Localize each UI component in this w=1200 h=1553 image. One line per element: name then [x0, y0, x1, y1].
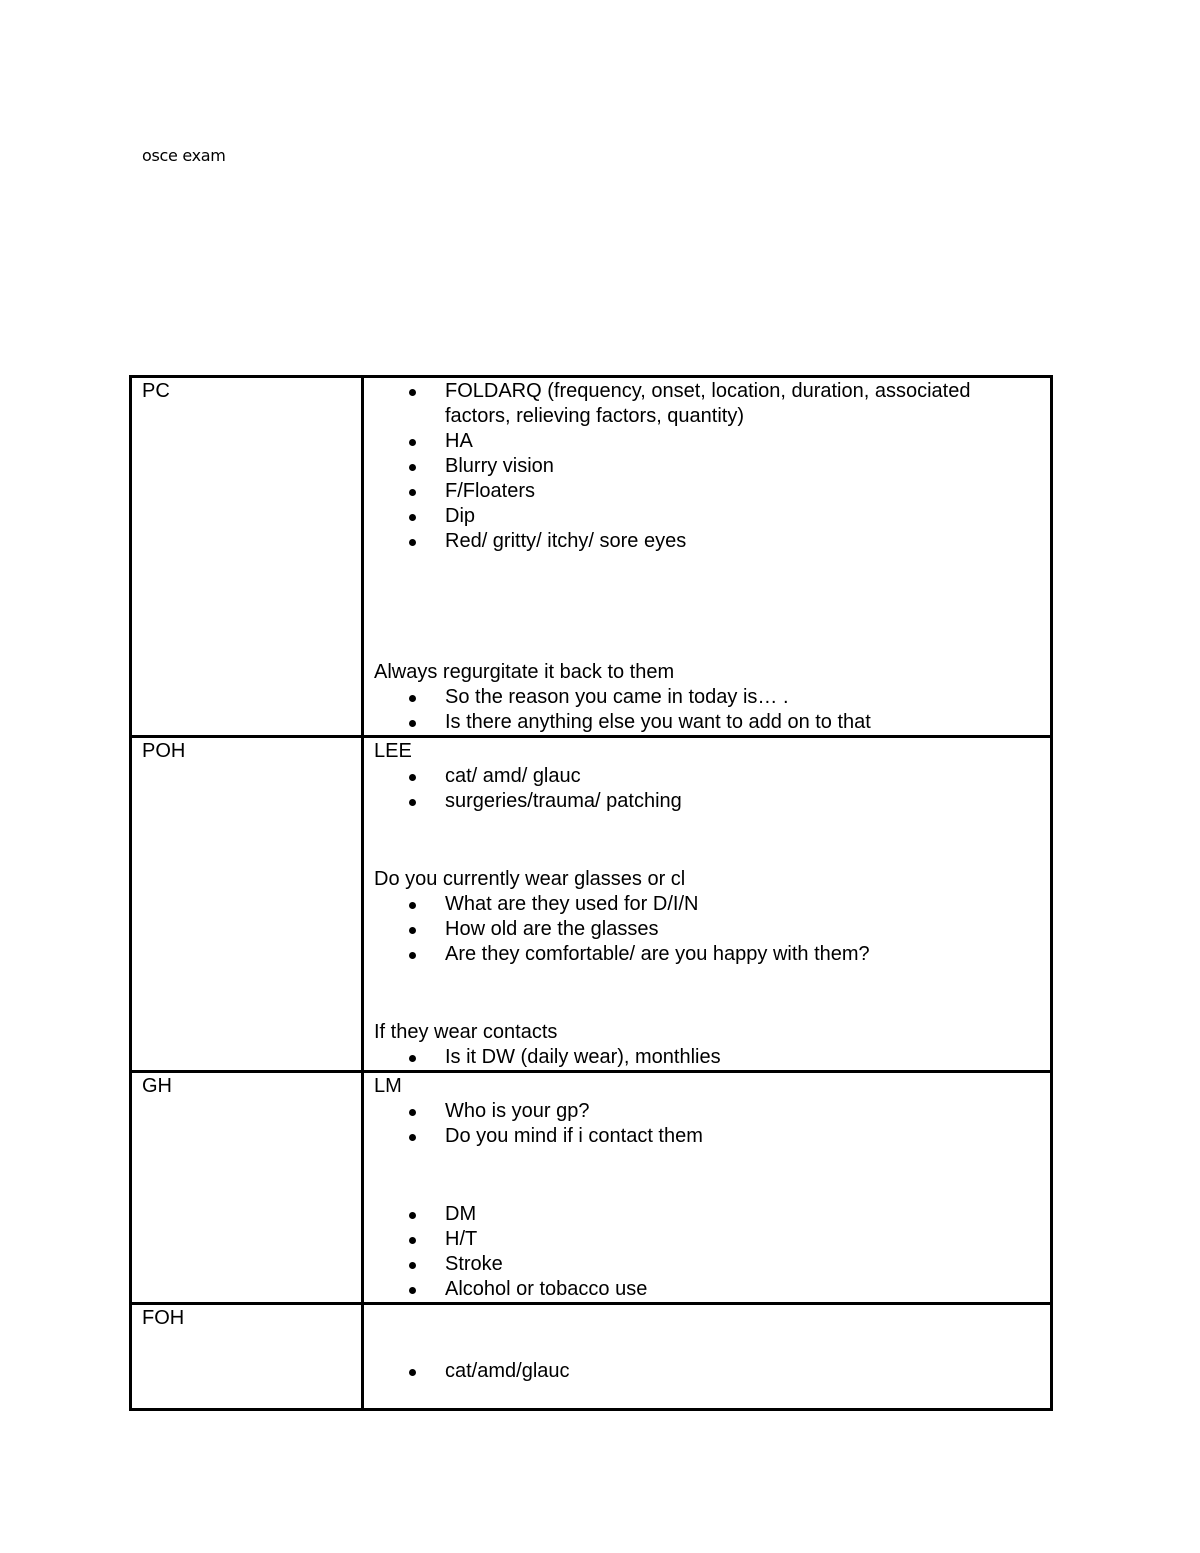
bullet-icon [409, 439, 416, 446]
pc-regurgitate-list [374, 685, 1050, 735]
bullet-icon [409, 1237, 416, 1244]
row-content-gh [363, 1072, 1052, 1304]
table-row-poh [131, 737, 1052, 1072]
bullet-icon [409, 1287, 416, 1294]
list-item: FOLDARQ (frequency, onset, location, duration, associated factors, relieving factors, quantity) [374, 379, 1050, 429]
bullet-icon [409, 1109, 416, 1116]
bullet-icon [409, 774, 416, 781]
document-title: osce exam [142, 146, 226, 165]
list-item: Do you mind if i contact them [374, 1124, 1050, 1149]
bullet-icon [409, 799, 416, 806]
list-item: How old are the glasses [374, 917, 1050, 942]
list-item: Stroke [374, 1252, 1050, 1277]
bullet-icon [409, 695, 416, 702]
list-item: Is it DW (daily wear), monthlies [374, 1045, 1050, 1070]
row-label-foh [131, 1304, 363, 1410]
table-row-gh [131, 1072, 1052, 1304]
list-item: Alcohol or tobacco use [374, 1277, 1050, 1302]
list-item: surgeries/trauma/ patching [374, 789, 1050, 814]
row-label: FOH [142, 1307, 185, 1329]
poh-glasses-list [374, 892, 1050, 967]
row-content-pc [363, 377, 1052, 737]
list-item: Dip [374, 504, 1050, 529]
list-item: What are they used for D/I/N [374, 892, 1050, 917]
table-row-foh [131, 1304, 1052, 1410]
list-item: DM [374, 1202, 1050, 1227]
list-item: cat/amd/glauc [374, 1359, 1050, 1384]
bullet-icon [409, 514, 416, 521]
foh-list [374, 1359, 1050, 1384]
bullet-icon [409, 1262, 416, 1269]
list-item: F/Floaters [374, 479, 1050, 504]
bullet-icon [409, 1212, 416, 1219]
poh-contacts-heading: If they wear contacts [374, 1021, 558, 1043]
bullet-icon [409, 1055, 416, 1062]
list-item: Are they comfortable/ are you happy with them? [374, 942, 1050, 967]
list-item: Who is your gp? [374, 1099, 1050, 1124]
gh-gp-list [374, 1099, 1050, 1149]
bullet-icon [409, 1134, 416, 1141]
row-label: GH [142, 1075, 172, 1097]
bullet-icon [409, 539, 416, 546]
list-item: Blurry vision [374, 454, 1050, 479]
gh-conditions-list [374, 1202, 1050, 1302]
list-item: cat/ amd/ glauc [374, 764, 1050, 789]
row-content-poh [363, 737, 1052, 1072]
list-item: Red/ gritty/ itchy/ sore eyes [374, 529, 1050, 554]
pc-regurgitate-heading: Always regurgitate it back to them [374, 661, 675, 683]
bullet-icon [409, 902, 416, 909]
list-item: HA [374, 429, 1050, 454]
bullet-icon [409, 927, 416, 934]
table-row-pc [131, 377, 1052, 737]
poh-contacts-list [374, 1045, 1050, 1070]
pc-symptom-list [374, 379, 1050, 554]
history-table [129, 375, 1053, 1411]
bullet-icon [409, 952, 416, 959]
gh-lm-heading: LM [374, 1075, 402, 1097]
row-content-foh [363, 1304, 1052, 1410]
list-item: So the reason you came in today is… . [374, 685, 1050, 710]
row-label-pc [131, 377, 363, 737]
list-item: H/T [374, 1227, 1050, 1252]
list-item: Is there anything else you want to add on to that [374, 710, 1050, 735]
poh-glasses-heading: Do you currently wear glasses or cl [374, 868, 686, 890]
bullet-icon [409, 464, 416, 471]
bullet-icon [409, 720, 416, 727]
poh-lee-list [374, 764, 1050, 814]
poh-lee-heading: LEE [374, 740, 412, 762]
bullet-icon [409, 489, 416, 496]
bullet-icon [409, 1369, 416, 1376]
row-label: POH [142, 740, 186, 762]
bullet-icon [409, 389, 416, 396]
row-label-poh [131, 737, 363, 1072]
row-label-gh [131, 1072, 363, 1304]
row-label: PC [142, 380, 170, 402]
